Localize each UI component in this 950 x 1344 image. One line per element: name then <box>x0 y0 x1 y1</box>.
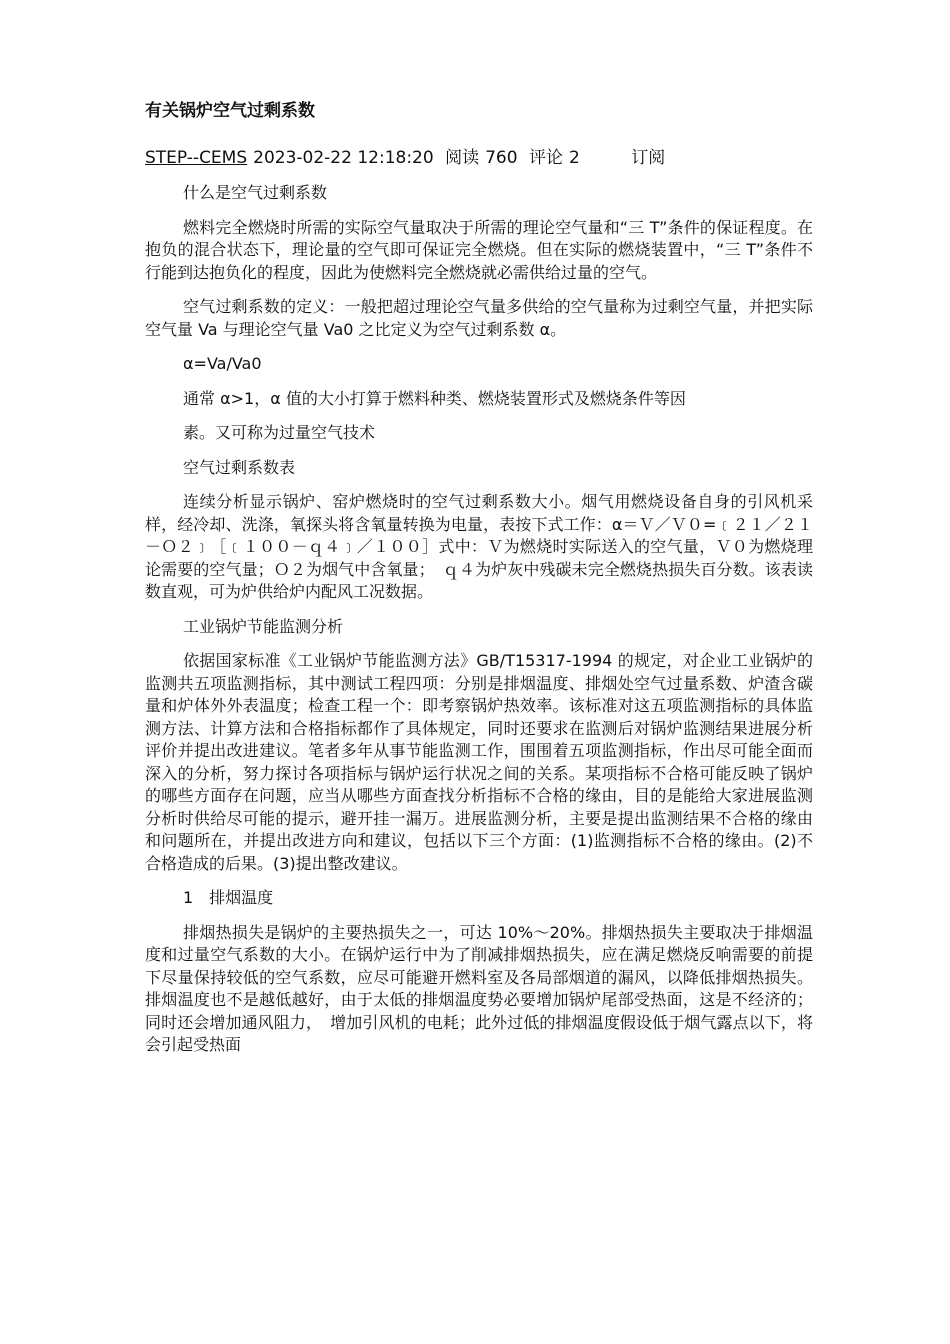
paragraph: 通常 α>1，α 值的大小打算于燃料种类、燃烧装置形式及燃烧条件等因 <box>183 388 686 408</box>
paragraph: 连续分析显示锅炉、窑炉燃烧时的空气过剩系数大小。烟气用燃烧设备自身的引风机采样，经冷却、洗涤，氧探头将含氧量转换为电量，表按下式工作：α＝Ｖ／Ｖ０=﹝２１／２１－Ｏ２﹞［﹝１００－ｑ４﹞／１００］式中：Ｖ为燃烧时实际送入的空气量，Ｖ０为燃烧理论需要的空气量；Ｏ２为烟气中含氧量； ｑ４为炉灰中残碳未完全燃烧热损失百分数。该表读数直观，可为炉供给炉内配风工况数据。 <box>145 492 813 601</box>
comment-label[interactable]: 评论 <box>528 148 563 168</box>
article-meta <box>145 143 813 168</box>
section-heading-exhaust-temp: 1 排烟温度 <box>183 888 274 907</box>
formula-line: α=Va/Va0 <box>183 354 262 373</box>
paragraph-heading-table: 空气过剩系数表 <box>183 457 296 477</box>
comment-count: 2 <box>568 148 580 168</box>
paragraph: 空气过剩系数的定义：一般把超过理论空气量多供给的空气量称为过剩空气量，并把实际空气量 Va 与理论空气量 Va0 之比定义为空气过剩系数 α。 <box>145 297 813 339</box>
article-body <box>145 96 813 1069</box>
article-title: 有关锅炉空气过剩系数 <box>145 101 315 121</box>
paragraph-heading-monitoring: 工业锅炉节能监测分析 <box>183 616 344 636</box>
read-label: 阅读 <box>445 148 480 168</box>
paragraph: 排烟热损失是锅炉的主要热损失之一，可达 10%～20%。排烟热损失主要取决于排烟温度和过量空气系数的大小。在锅炉运行中为了削减排烟热损失，应在满足燃烧反响需要的前提下尽量保持较低的空气系数，应尽可能避开燃料室及各局部烟道的漏风，以降低排烟热损失。排烟温度也不是越低越好，由于太低的排烟温度势必要增加锅炉尾部受热面，这是不经济的；同时还会增加通风阻力， 增加引风机的电耗；此外过低的排烟温度假设低于烟气露点以下，将会引起受热面 <box>145 922 813 1054</box>
author-link[interactable]: STEP--CEMS <box>145 148 248 168</box>
paragraph: 依据国家标准《工业锅炉节能监测方法》GB/T15317-1994 的规定，对企业工业锅炉的监测共五项监测指标，其中测试工程四项：分别是排烟温度、排烟处空气过量系数、炉渣含碳量和炉体外外表温度；检查工程一个：即考察锅炉热效率。该标准对这五项监测指标的具体监测方法、计算方法和合格指标都作了具体规定，同时还要求在监测后对锅炉监测结果进展分析评价并提出改进建议。笔者多年从事节能监测工作，围围着五项监测指标，作出尽可能全面而深入的分析，努力探讨各项指标与锅炉运行状况之间的关系。某项指标不合格可能反映了锅炉的哪些方面存在问题，应当从哪些方面查找分析指标不合格的缘由，目的是能给大家进展监测分析时供给尽可能的提示，避开挂一漏万。进展监测分析，主要是提出监测结果不合格的缘由和问题所在，并提出改进方向和建议，包括以下三个方面：(1)监测指标不合格的缘由。(2)不合格造成的后果。(3)提出整改建议。 <box>145 651 813 873</box>
paragraph-heading-what-is: 什么是空气过剩系数 <box>183 183 328 202</box>
paragraph: 素。又可称为过量空气技术 <box>183 423 376 442</box>
subscribe-link[interactable]: 订阅 <box>631 148 666 168</box>
paragraph: 燃料完全燃烧时所需的实际空气量取决于所需的理论空气量和“三 T”条件的保证程度。在抱负的混合状态下，理论量的空气即可保证完全燃烧。但在实际的燃烧装置中，“三 T”条件不行能到达抱负化的程度，因此为使燃料完全燃烧就必需供给过量的空气。 <box>145 217 813 282</box>
read-count: 760 <box>485 148 518 168</box>
post-datetime: 2023-02-22 12:18:20 <box>253 148 434 168</box>
